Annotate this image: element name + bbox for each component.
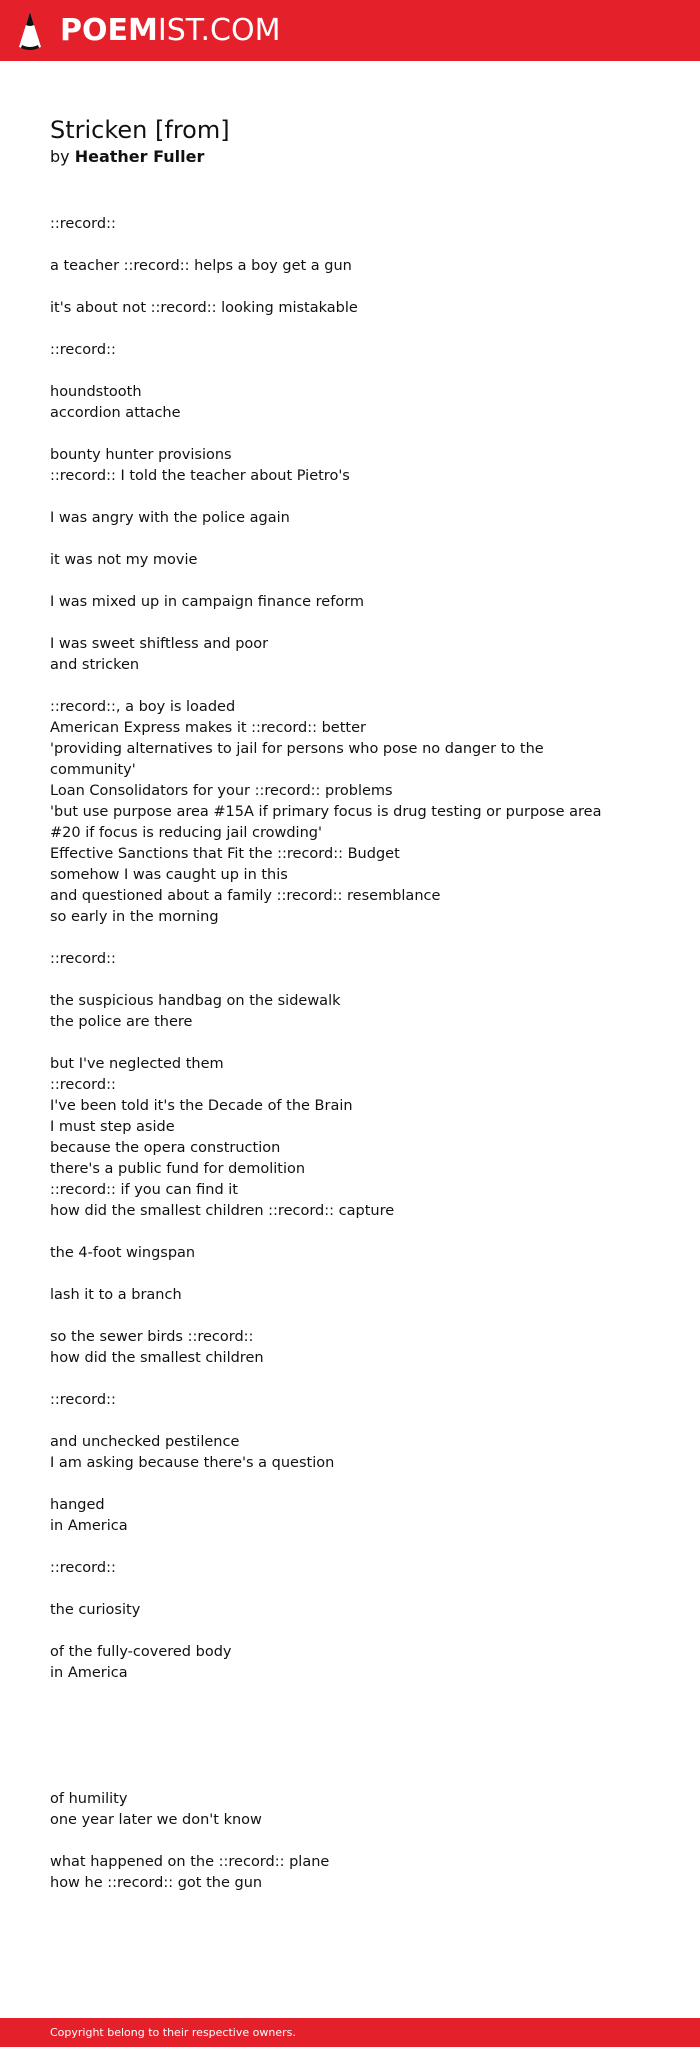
poem-line: the curiosity — [50, 1602, 141, 1618]
poem-line: ::record:: — [50, 1392, 116, 1408]
poem-line — [50, 1033, 660, 1054]
poem-line — [50, 1306, 660, 1327]
copyright-text: Copyright belong to their respective owners. — [50, 2026, 296, 2039]
poem-line: so early in the morning — [50, 909, 219, 925]
poem-line: the police are there — [50, 1014, 193, 1030]
poem-line: in America — [50, 1665, 128, 1681]
poem-line — [50, 1579, 660, 1600]
poem-line: it was not my movie — [50, 552, 198, 568]
poem-line: ::record::, a boy is loaded — [50, 699, 236, 715]
poem-line — [50, 1726, 660, 1747]
poem-body — [50, 214, 660, 1894]
poem-line: I was mixed up in campaign finance reform — [50, 594, 365, 610]
poem-line: and questioned about a family ::record:: resemblance — [50, 888, 441, 904]
poem-line: Loan Consolidators for your ::record:: problems — [50, 783, 393, 799]
poem-line — [50, 1264, 660, 1285]
site-footer — [0, 2018, 700, 2047]
poem-line — [50, 361, 660, 382]
poem-line: Effective Sanctions that Fit the ::record:: Budget — [50, 846, 400, 862]
poem-line — [50, 571, 660, 592]
poem-line: ::record:: — [50, 216, 116, 232]
byline — [50, 146, 660, 168]
poem-line: houndstooth — [50, 384, 142, 400]
poem-line: and stricken — [50, 657, 140, 673]
logo-bold-text: POEM — [60, 12, 158, 48]
poem-line: of humility — [50, 1791, 128, 1807]
poem-line: somehow I was caught up in this — [50, 867, 288, 883]
poem-line — [50, 1705, 660, 1726]
poem-line: 'but use purpose area #15A if primary focus is drug testing or purpose area — [50, 804, 602, 820]
poem-line — [50, 1684, 660, 1705]
poem-line: ::record:: I told the teacher about Pietro's — [50, 468, 350, 484]
poem-line: of the fully-covered body — [50, 1644, 232, 1660]
poem-line: 'providing alternatives to jail for persons who pose no danger to the — [50, 741, 544, 757]
poem-line: how did the smallest children ::record:: capture — [50, 1203, 395, 1219]
poem-line: lash it to a branch — [50, 1287, 182, 1303]
poem-line — [50, 277, 660, 298]
poem-line: how he ::record:: got the gun — [50, 1875, 263, 1891]
poem-title: Stricken [from] — [50, 116, 230, 144]
poem-line: it's about not ::record:: looking mistakable — [50, 300, 358, 316]
poem-line — [50, 1411, 660, 1432]
poem-line: ::record:: — [50, 342, 116, 358]
poem-line — [50, 1621, 660, 1642]
poem-line: hanged — [50, 1497, 105, 1513]
poem-line: because the opera construction — [50, 1140, 281, 1156]
poem-line: the suspicious handbag on the sidewalk — [50, 993, 341, 1009]
poem-line: bounty hunter provisions — [50, 447, 232, 463]
poem-line — [50, 1222, 660, 1243]
poem-line: ::record:: — [50, 1077, 116, 1093]
poem-line: what happened on the ::record:: plane — [50, 1854, 330, 1870]
poem-line: so the sewer birds ::record:: — [50, 1329, 254, 1345]
poem-line — [50, 1537, 660, 1558]
poem-line — [50, 487, 660, 508]
poem-content — [50, 114, 660, 1894]
site-logo[interactable] — [60, 12, 281, 48]
poem-line: accordion attache — [50, 405, 181, 421]
poem-line — [50, 1768, 660, 1789]
poem-line: and unchecked pestilence — [50, 1434, 240, 1450]
poem-line: but I've neglected them — [50, 1056, 224, 1072]
poem-line: ::record:: if you can find it — [50, 1182, 238, 1198]
site-header — [0, 0, 700, 61]
poem-line — [50, 928, 660, 949]
poem-line: I was sweet shiftless and poor — [50, 636, 269, 652]
author-name: Heather Fuller — [74, 147, 205, 166]
poem-line — [50, 1747, 660, 1768]
poem-line — [50, 424, 660, 445]
poem-line: there's a public fund for demolition — [50, 1161, 306, 1177]
poem-line — [50, 676, 660, 697]
poem-line — [50, 613, 660, 634]
poem-line: a teacher ::record:: helps a boy get a gun — [50, 258, 352, 274]
poem-line — [50, 529, 660, 550]
pencil-tip-icon[interactable] — [18, 11, 42, 51]
by-label: by — [50, 147, 70, 166]
poem-line: how did the smallest children — [50, 1350, 264, 1366]
poem-line — [50, 1474, 660, 1495]
poem-line: one year later we don't know — [50, 1812, 262, 1828]
poem-line — [50, 970, 660, 991]
poem-line: I am asking because there's a question — [50, 1455, 335, 1471]
poem-line: ::record:: — [50, 1560, 116, 1576]
poem-line: ::record:: — [50, 951, 116, 967]
poem-line: the 4-foot wingspan — [50, 1245, 196, 1261]
poem-line — [50, 235, 660, 256]
poem-line: #20 if focus is reducing jail crowding' — [50, 825, 322, 841]
poem-line: American Express makes it ::record:: better — [50, 720, 366, 736]
logo-light-text: IST.COM — [157, 12, 281, 48]
poem-line: I was angry with the police again — [50, 510, 290, 526]
poem-line: I've been told it's the Decade of the Brain — [50, 1098, 353, 1114]
poem-line — [50, 319, 660, 340]
poem-line: I must step aside — [50, 1119, 175, 1135]
poem-line — [50, 1369, 660, 1390]
poem-line: community' — [50, 762, 136, 778]
poem-line: in America — [50, 1518, 128, 1534]
poem-line — [50, 1831, 660, 1852]
